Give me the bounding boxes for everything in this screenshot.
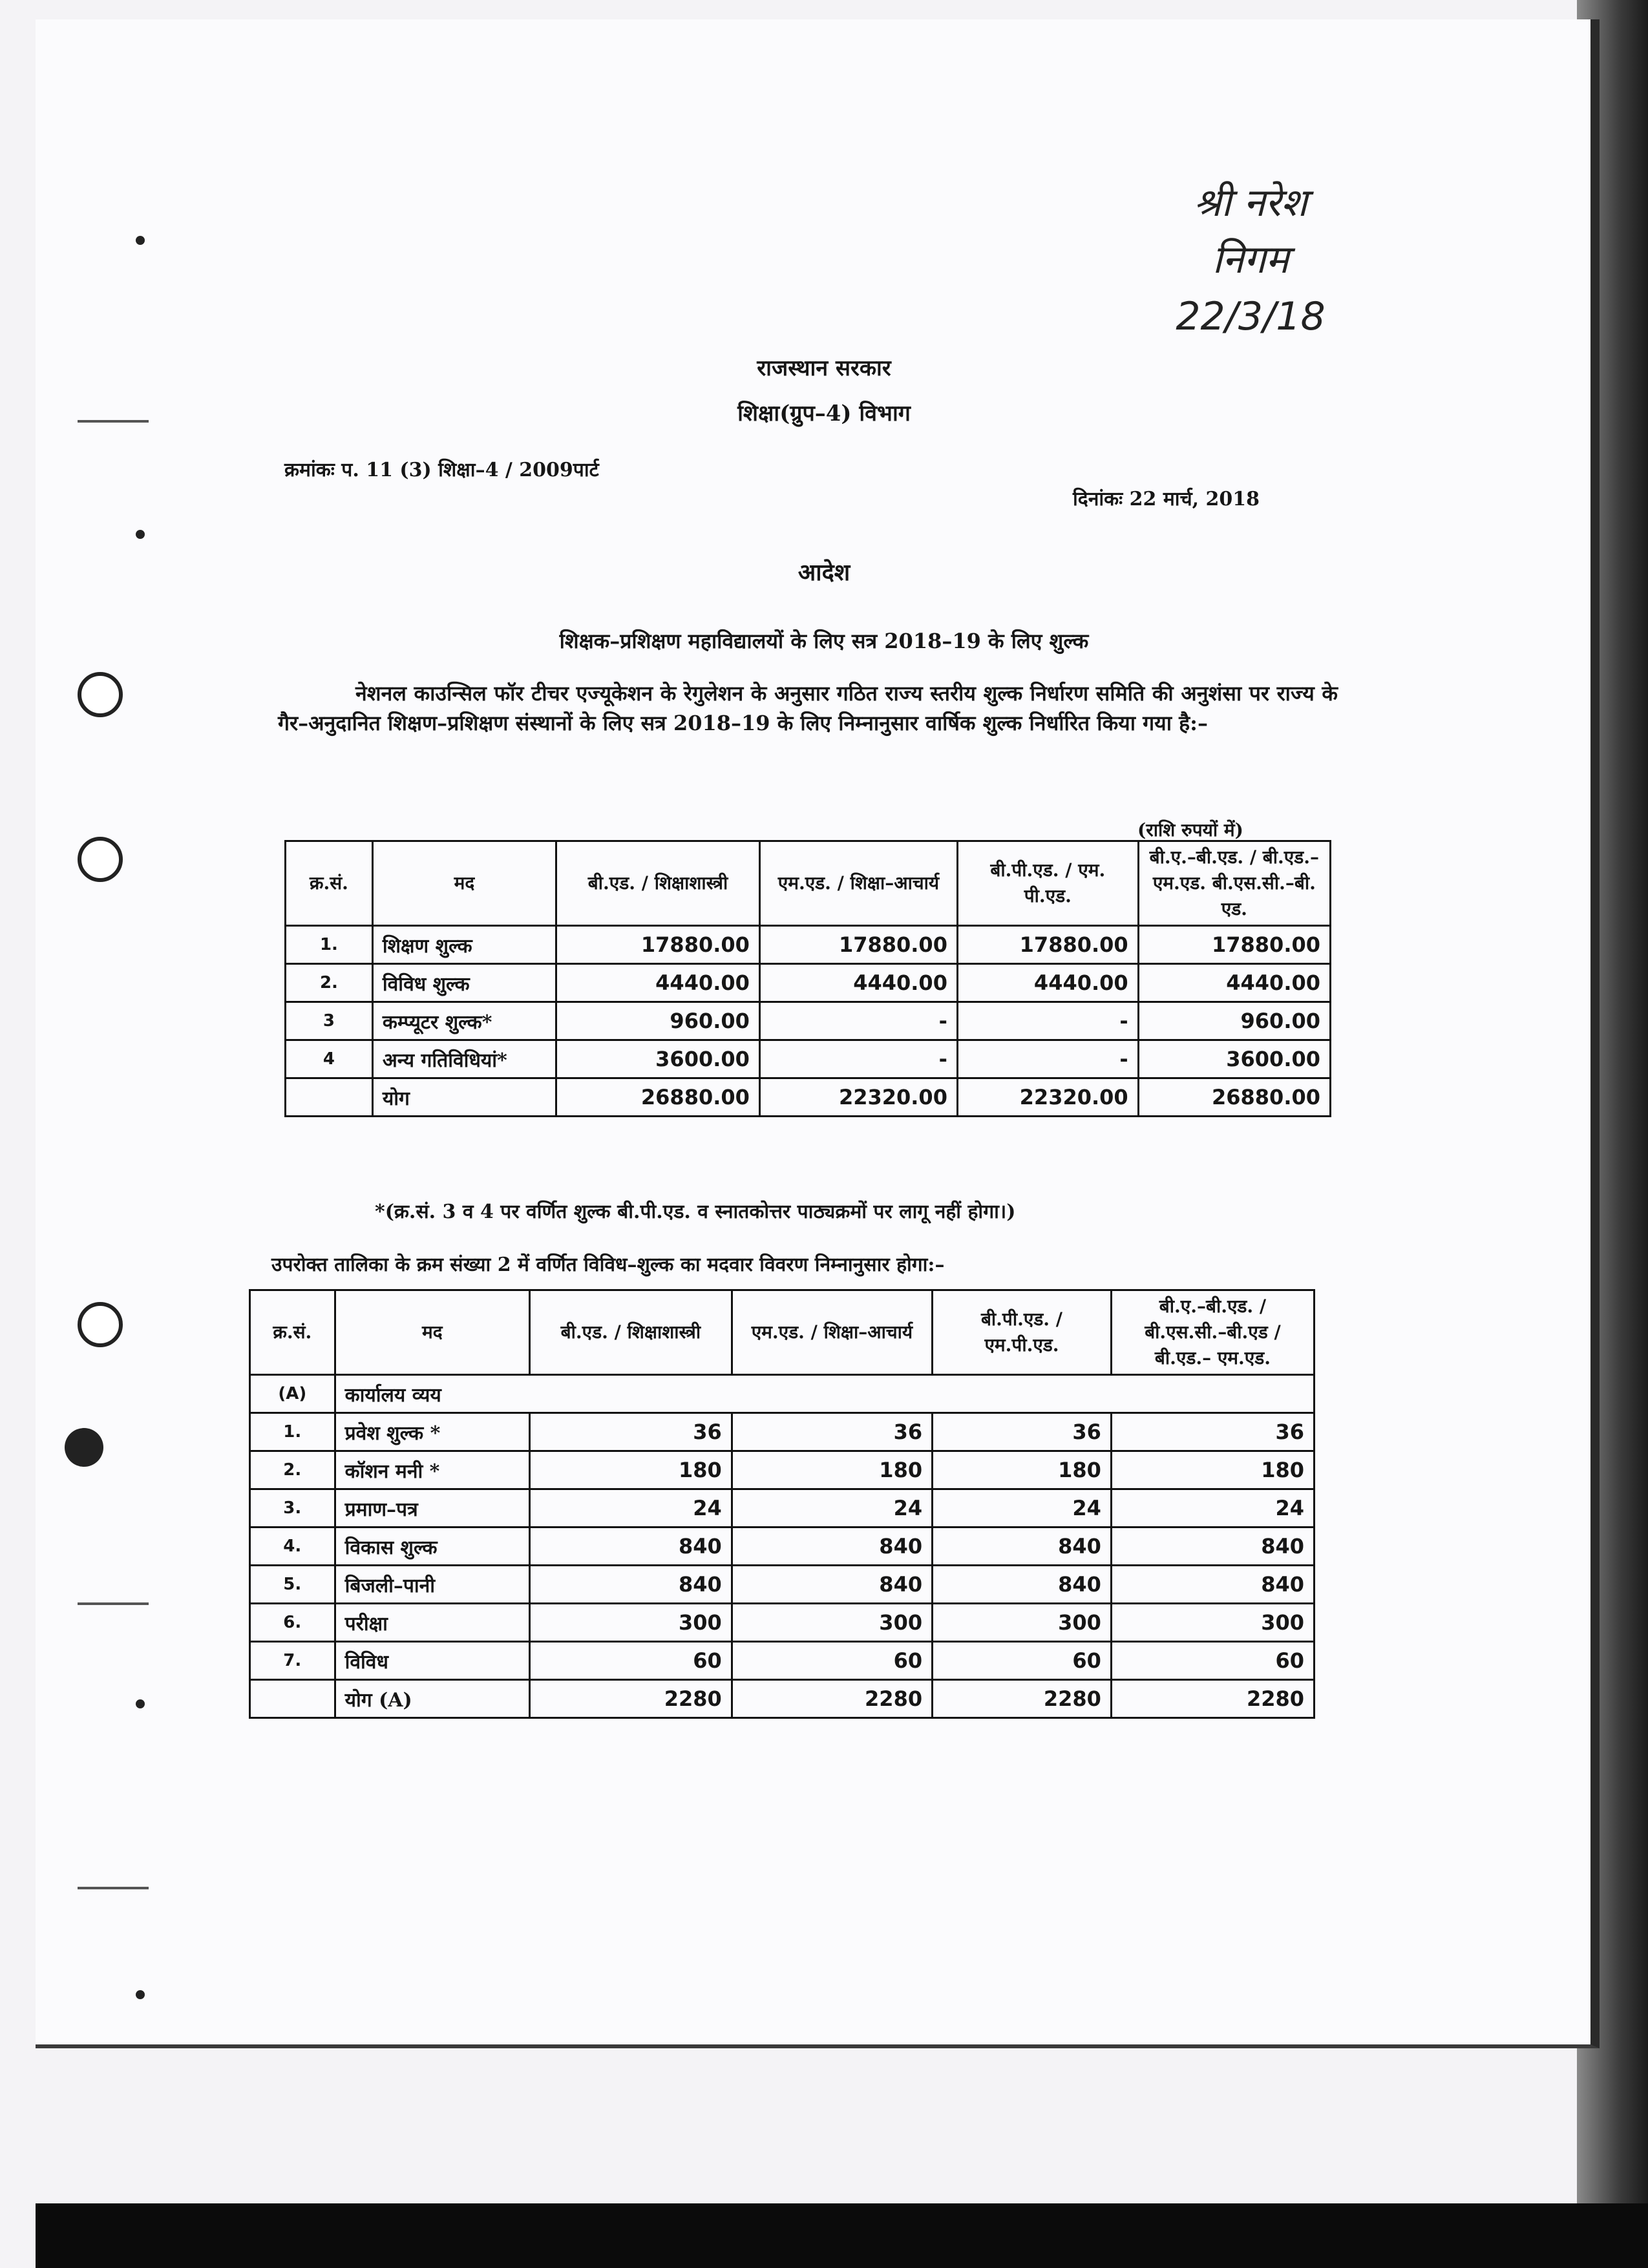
amount-cell: 840 [732,1528,932,1566]
serial-cell: 6. [250,1604,335,1642]
annual-fee-table [284,840,1331,1117]
amount-cell: 840 [530,1528,732,1566]
amount-cell: 36 [933,1413,1112,1451]
serial-cell: 2. [250,1451,335,1489]
amount-cell: 36 [1111,1413,1314,1451]
amount-cell: 840 [1111,1566,1314,1604]
amount-cell: 60 [1111,1642,1314,1680]
column-header: बी.एड. / शिक्षाशास्त्री [556,841,760,926]
amount-cell: 2280 [732,1680,932,1718]
column-header: क्र.सं. [250,1290,335,1375]
amount-cell: 17880.00 [759,926,957,964]
footnote: *(क्र.सं. 3 व 4 पर वर्णित शुल्क बी.पी.एड. व स्नातकोत्तर पाठ्यक्रमों पर लागू नहीं होगा।) [375,1201,1016,1223]
order-paragraph: नेशनल काउन्सिल फॉर टीचर एज्यूकेशन के रेगुलेशन के अनुसार गठित राज्य स्तरीय शुल्क निर्धारण समिति की अनुशंसा पर राज्य के गैर–अनुदानित शिक्षण–प्रशिक्षण संस्थानों के लिए सत्र 2018–19 के लिए निम्नानुसार वार्षिक शुल्क निर्धारित किया गया है:– [278,681,1338,735]
table-row [286,926,1331,964]
binder-hole-mark [136,1699,145,1708]
serial-cell [286,1078,373,1117]
amount-cell: 300 [530,1604,732,1642]
amount-cell: 4440.00 [1138,964,1330,1002]
department-heading: शिक्षा(ग्रुप–4) विभाग [737,401,911,426]
margin-mark [78,1887,149,1889]
section-label: कार्यालय व्यय [335,1375,1314,1413]
amount-cell: 300 [933,1604,1112,1642]
handwritten-line: 22/3/18 [1176,294,1326,339]
item-cell: विविध शुल्क [372,964,556,1002]
amount-cell: 4440.00 [759,964,957,1002]
table-row [250,1680,1315,1718]
punch-hole [78,837,123,882]
section-code: (A) [250,1375,335,1413]
amount-cell: 840 [530,1566,732,1604]
amount-cell: 180 [1111,1451,1314,1489]
amount-cell: 2280 [933,1680,1112,1718]
amount-cell: 3600.00 [556,1040,760,1078]
amount-cell: 24 [732,1489,932,1528]
item-cell: प्रवेश शुल्क * [335,1413,529,1451]
item-cell: योग (A) [335,1680,529,1718]
amount-cell: 17880.00 [957,926,1138,964]
handwritten-note [1099,174,1402,345]
government-heading: राजस्थान सरकार [757,355,891,381]
amount-cell: 36 [732,1413,932,1451]
item-cell: कम्प्यूटर शुल्क* [372,1002,556,1040]
amount-cell: 840 [732,1566,932,1604]
column-header: बी.एड. / शिक्षाशास्त्री [530,1290,732,1375]
amount-cell: 4440.00 [957,964,1138,1002]
table-row [286,1040,1331,1078]
handwritten-line: श्री नरेश [1194,180,1307,226]
binder-hole-mark [136,530,145,539]
item-cell: अन्य गतिविधियां* [372,1040,556,1078]
amount-cell: 840 [933,1566,1112,1604]
amount-cell: 180 [933,1451,1112,1489]
amount-cell: - [759,1002,957,1040]
column-header: मद [335,1290,529,1375]
scan-bottom-bar [36,2203,1648,2268]
serial-cell: 7. [250,1642,335,1680]
binder-hole-mark [65,1428,103,1467]
item-cell: बिजली–पानी [335,1566,529,1604]
table-row [286,964,1331,1002]
order-date: दिनांकः 22 मार्च, 2018 [1073,488,1260,510]
handwritten-line: निगम [1212,237,1289,282]
amount-cell: 36 [530,1413,732,1451]
item-cell: प्रमाण–पत्र [335,1489,529,1528]
amount-cell: 17880.00 [556,926,760,964]
binder-hole-mark [136,236,145,245]
table-row [250,1566,1315,1604]
amount-cell: 300 [732,1604,932,1642]
amount-cell: 2280 [1111,1680,1314,1718]
column-header: मद [372,841,556,926]
amount-cell: 180 [530,1451,732,1489]
amount-cell: 60 [732,1642,932,1680]
amount-cell: - [957,1002,1138,1040]
amount-cell: 22320.00 [759,1078,957,1117]
column-header: बी.पी.एड. / एम. पी.एड. [957,841,1138,926]
amount-cell: 960.00 [556,1002,760,1040]
column-header: बी.ए.–बी.एड. / बी.एड.– एम.एड. बी.एस.सी.–बी. एड. [1138,841,1330,926]
table-row [250,1528,1315,1566]
amount-cell: 24 [933,1489,1112,1528]
order-subject: शिक्षक–प्रशिक्षण महाविद्यालयों के लिए सत्र 2018–19 के लिए शुल्क [559,629,1089,653]
binder-hole-mark [136,1990,145,1999]
table-header-row [250,1290,1315,1375]
amount-cell: 24 [530,1489,732,1528]
reference-number: क्रमांकः प. 11 (3) शिक्षा–4 / 2009पार्ट [284,459,599,481]
amount-cell: 60 [933,1642,1112,1680]
amount-cell: - [759,1040,957,1078]
amount-cell: 960.00 [1138,1002,1330,1040]
amount-cell: 840 [933,1528,1112,1566]
amount-cell: 300 [1111,1604,1314,1642]
serial-cell: 5. [250,1566,335,1604]
amount-cell: 24 [1111,1489,1314,1528]
detail-intro: उपरोक्त तालिका के क्रम संख्या 2 में वर्णित विविध–शुल्क का मदवार विवरण निम्नानुसार होगा:– [271,1254,945,1276]
table-row [286,1002,1331,1040]
table-row [250,1489,1315,1528]
amount-cell: 180 [732,1451,932,1489]
item-cell: शिक्षण शुल्क [372,926,556,964]
serial-cell: 3 [286,1002,373,1040]
punch-hole [78,1302,123,1347]
item-cell: योग [372,1078,556,1117]
item-cell: विकास शुल्क [335,1528,529,1566]
amount-cell: 3600.00 [1138,1040,1330,1078]
table-row [250,1604,1315,1642]
amount-cell: 22320.00 [957,1078,1138,1117]
amount-cell: 60 [530,1642,732,1680]
table-row [286,1078,1331,1117]
table-row [250,1642,1315,1680]
amount-cell: 26880.00 [556,1078,760,1117]
amount-cell: 4440.00 [556,964,760,1002]
column-header: क्र.सं. [286,841,373,926]
order-title: आदेश [798,559,850,586]
unit-note: (राशि रुपयों में) [1137,819,1243,841]
column-header: बी.पी.एड. / एम.पी.एड. [933,1290,1112,1375]
amount-cell: - [957,1040,1138,1078]
amount-cell: 2280 [530,1680,732,1718]
table-row [250,1451,1315,1489]
serial-cell: 4 [286,1040,373,1078]
table-row [250,1413,1315,1451]
item-cell: परीक्षा [335,1604,529,1642]
misc-fee-breakup-table [249,1289,1315,1719]
column-header: एम.एड. / शिक्षा–आचार्य [732,1290,932,1375]
item-cell: विविध [335,1642,529,1680]
table-header-row [286,841,1331,926]
punch-hole [78,672,123,717]
serial-cell: 2. [286,964,373,1002]
amount-cell: 17880.00 [1138,926,1330,964]
item-cell: कॉशन मनी * [335,1451,529,1489]
amount-cell: 26880.00 [1138,1078,1330,1117]
serial-cell: 3. [250,1489,335,1528]
serial-cell: 4. [250,1528,335,1566]
amount-cell: 840 [1111,1528,1314,1566]
serial-cell: 1. [286,926,373,964]
margin-mark [78,1602,149,1605]
serial-cell [250,1680,335,1718]
column-header: एम.एड. / शिक्षा–आचार्य [759,841,957,926]
column-header: बी.ए.–बी.एड. / बी.एस.सी.–बी.एड / बी.एड.– एम.एड. [1111,1290,1314,1375]
serial-cell: 1. [250,1413,335,1451]
section-row [250,1375,1315,1413]
